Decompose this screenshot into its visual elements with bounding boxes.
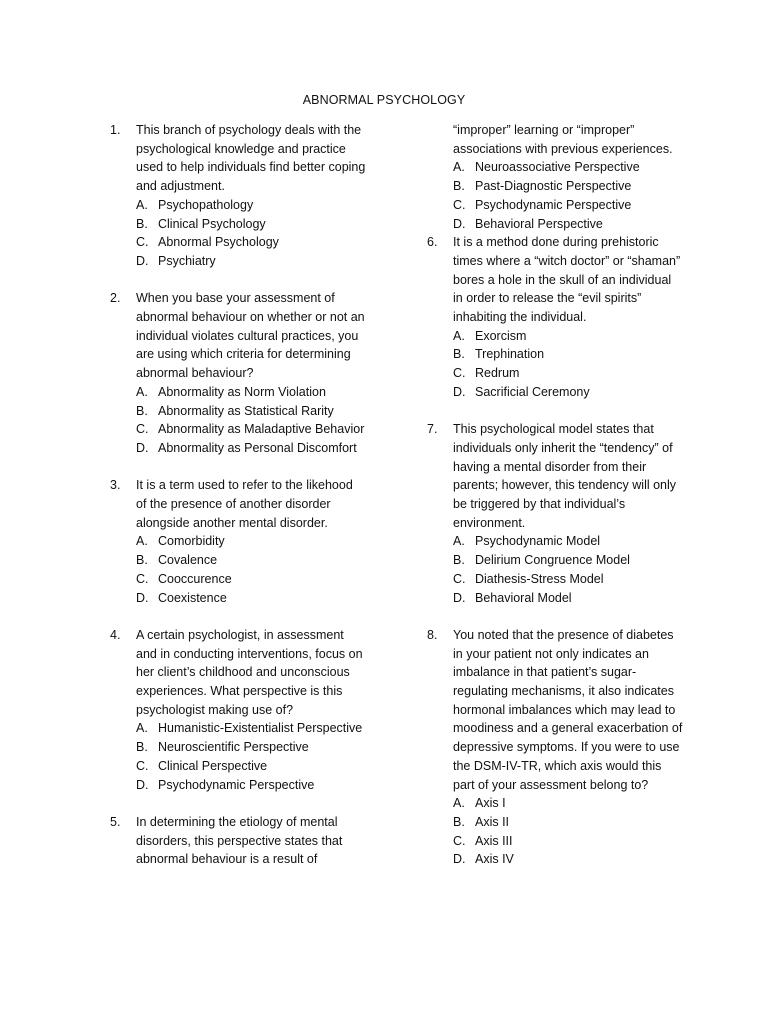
question-text: This branch of psychology deals with the psychological knowledge and practice used to help individuals find better coping and adjustment.	[136, 123, 366, 194]
document-title: ABNORMAL PSYCHOLOGY	[302, 93, 466, 107]
option-letter: D.	[136, 253, 149, 268]
answer-options	[136, 383, 366, 458]
spacer	[110, 271, 366, 290]
option-letter: B.	[136, 740, 148, 755]
option-text: Clinical Perspective	[158, 758, 268, 773]
answer-option	[453, 345, 683, 364]
answer-option	[453, 196, 683, 215]
option-letter: D.	[136, 440, 149, 455]
question-text: In determining the etiology of mental disorders, this perspective states that abnormal behaviour is a result of	[136, 814, 343, 867]
question-3	[110, 476, 366, 607]
option-text: Redrum	[475, 366, 520, 381]
question-text-continued: “improper” learning or “improper” associations with previous experiences.	[453, 123, 673, 156]
answer-options	[453, 794, 683, 869]
option-letter: B.	[453, 814, 465, 829]
answer-option	[453, 532, 683, 551]
answer-options	[136, 719, 366, 794]
option-letter: A.	[136, 384, 148, 399]
option-text: Neuroscientific Perspective	[158, 740, 309, 755]
option-letter: D.	[136, 777, 149, 792]
answer-option	[453, 850, 683, 869]
option-letter: C.	[453, 571, 466, 586]
question-number: 2.	[110, 291, 121, 306]
question-number: 1.	[110, 123, 121, 137]
option-letter: A.	[453, 796, 465, 811]
answer-option	[136, 532, 366, 551]
answer-option	[136, 252, 366, 271]
question-text: You noted that the presence of diabetes in your patient not only indicates an imbalance in that patient’s sugar-regulating mechanisms, it also indicates hormonal imbalances which may lead to moodiness and a general exacerbation of depressive symptoms. If you were to use the DSM-IV-TR, which axis would this part of your assessment belong to?	[453, 627, 683, 792]
option-letter: B.	[136, 403, 148, 418]
option-text: Cooccurence	[158, 571, 232, 586]
option-letter: A.	[136, 197, 148, 212]
question-1	[110, 121, 366, 271]
option-letter: C.	[453, 197, 466, 212]
answer-options	[136, 196, 366, 271]
answer-option	[453, 551, 683, 570]
spacer	[110, 607, 366, 626]
question-number: 4.	[110, 627, 121, 642]
option-text: Abnormality as Statistical Rarity	[158, 403, 334, 418]
option-letter: A.	[136, 534, 148, 549]
option-letter: C.	[136, 571, 149, 586]
option-text: Abnormality as Maladaptive Behavior	[158, 422, 365, 437]
answer-option	[136, 215, 366, 234]
question-number: 3.	[110, 478, 121, 493]
answer-option	[453, 158, 683, 177]
answer-option	[136, 738, 366, 757]
option-text: Exorcism	[475, 328, 527, 343]
answer-option	[453, 570, 683, 589]
option-text: Abnormal Psychology	[158, 235, 279, 250]
answer-option	[136, 719, 366, 738]
option-text: Psychodynamic Perspective	[158, 777, 315, 792]
answer-option	[453, 832, 683, 851]
answer-option	[453, 177, 683, 196]
option-text: Behavioral Perspective	[475, 216, 603, 231]
option-text: Covalence	[158, 553, 218, 568]
option-text: Neuroassociative Perspective	[475, 160, 640, 175]
answer-option	[136, 402, 366, 421]
option-text: Axis III	[475, 833, 513, 848]
question-text: When you base your assessment of abnormal behaviour on whether or not an individual violates cultural practices, you are using which criteria for determining abnormal behaviour?	[136, 291, 365, 381]
answer-option	[136, 233, 366, 252]
answer-option	[453, 364, 683, 383]
answer-option	[453, 327, 683, 346]
question-5	[110, 813, 366, 869]
option-text: Psychodynamic Model	[475, 534, 601, 549]
spacer	[427, 402, 683, 421]
question-8	[427, 626, 683, 869]
question-7	[427, 420, 683, 607]
question-text: It is a term used to refer to the likehood of the presence of another disorder alongside another mental disorder.	[136, 478, 353, 530]
option-letter: A.	[453, 160, 465, 175]
answer-option	[136, 551, 366, 570]
option-text: Behavioral Model	[475, 590, 572, 605]
option-text: Abnormality as Personal Discomfort	[158, 440, 357, 455]
option-letter: D.	[453, 384, 466, 399]
answer-option	[136, 420, 366, 439]
answer-option	[453, 813, 683, 832]
answer-option	[453, 383, 683, 402]
option-text: Abnormality as Norm Violation	[158, 384, 326, 399]
answer-option	[453, 794, 683, 813]
answer-options	[453, 532, 683, 607]
option-letter: B.	[453, 347, 465, 362]
answer-options	[453, 158, 683, 233]
option-letter: B.	[136, 553, 148, 568]
option-letter: D.	[136, 590, 149, 605]
answer-option	[136, 439, 366, 458]
answer-option	[136, 383, 366, 402]
option-text: Psychiatry	[158, 253, 216, 268]
option-letter: D.	[453, 590, 466, 605]
answer-option	[136, 570, 366, 589]
spacer	[427, 607, 683, 626]
spacer	[110, 458, 366, 477]
answer-options	[453, 327, 683, 402]
answer-option	[136, 776, 366, 795]
option-text: Trephination	[475, 347, 545, 362]
option-letter: B.	[136, 216, 148, 231]
option-text: Comorbidity	[158, 534, 225, 549]
option-text: Sacrificial Ceremony	[475, 384, 590, 399]
option-letter: D.	[453, 216, 466, 231]
option-letter: C.	[136, 235, 149, 250]
answer-option	[136, 196, 366, 215]
option-letter: C.	[136, 422, 149, 437]
option-text: Humanistic-Existentialist Perspective	[158, 721, 363, 736]
spacer	[110, 794, 366, 813]
question-number: 6.	[427, 235, 438, 250]
question-6	[427, 233, 683, 401]
right-column	[427, 121, 683, 869]
question-number: 7.	[427, 422, 438, 437]
option-letter: C.	[453, 833, 466, 848]
option-text: Psychopathology	[158, 197, 254, 212]
option-text: Coexistence	[158, 590, 227, 605]
option-text: Delirium Congruence Model	[475, 553, 630, 568]
question-text: It is a method done during prehistoric times where a “witch doctor” or “shaman” bores a hole in the skull of an individual in order to release the “evil spirits” inhabiting the individual.	[453, 235, 681, 325]
option-letter: C.	[453, 366, 466, 381]
answer-option	[136, 757, 366, 776]
option-text: Psychodynamic Perspective	[475, 197, 632, 212]
answer-option	[453, 215, 683, 234]
question-number: 8.	[427, 627, 438, 642]
option-text: Diathesis-Stress Model	[475, 571, 604, 586]
left-column	[110, 121, 366, 869]
question-5-continued	[427, 121, 683, 233]
option-letter: A.	[453, 328, 465, 343]
option-letter: B.	[453, 179, 465, 194]
option-text: Axis II	[475, 814, 510, 829]
option-letter: A.	[453, 534, 465, 549]
option-letter: B.	[453, 553, 465, 568]
option-text: Clinical Psychology	[158, 216, 266, 231]
question-text: A certain psychologist, in assessment and in conducting interventions, focus on her client’s childhood and unconscious experiences. What perspective is this psychologist making use of?	[136, 627, 363, 717]
answer-option	[136, 589, 366, 608]
option-letter: D.	[453, 852, 466, 867]
option-text: Axis I	[475, 796, 506, 811]
option-letter: C.	[136, 758, 149, 773]
question-2	[110, 289, 366, 457]
answer-option	[453, 589, 683, 608]
option-text: Past-Diagnostic Perspective	[475, 179, 632, 194]
question-number: 5.	[110, 814, 121, 829]
question-4	[110, 626, 366, 794]
option-letter: A.	[136, 721, 148, 736]
option-text: Axis IV	[475, 852, 514, 867]
question-text: This psychological model states that individuals only inherit the “tendency” of having a mental disorder from their parents; however, this tendency will only be triggered by that individual’s environment.	[453, 422, 677, 530]
answer-options	[136, 532, 366, 607]
